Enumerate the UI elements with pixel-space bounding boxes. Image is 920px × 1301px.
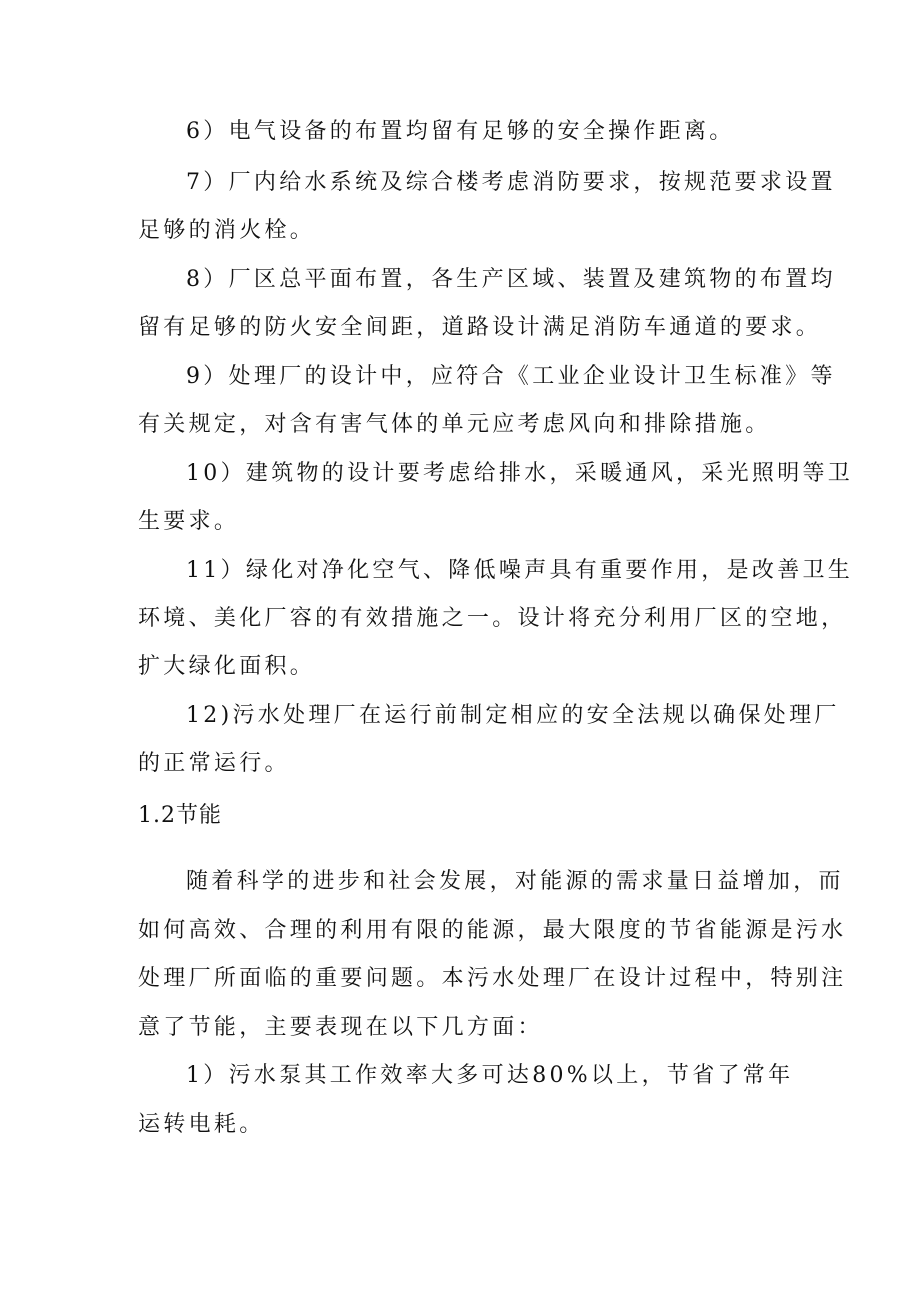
item-11-line-1: 11）绿化对净化空气、降低噪声具有重要作用，是改善卫生 — [186, 558, 854, 583]
item-9-line-2: 有关规定，对含有害气体的单元应考虑风向和排除措施。 — [138, 412, 771, 437]
section-item-1-line-2: 运转电耗。 — [138, 1112, 265, 1137]
item-10-line-1: 10）建筑物的设计要考虑给排水，采暖通风，采光照明等卫 — [186, 461, 854, 486]
item-11-line-2: 环境、美化厂容的有效措施之一。设计将充分利用厂区的空地， — [138, 606, 847, 631]
item-12-line-1: 12)污水处理厂在运行前制定相应的安全法规以确保处理厂 — [186, 703, 840, 728]
item-9-line-1: 9）处理厂的设计中，应符合《工业企业设计卫生标准》等 — [186, 364, 836, 389]
item-7-line-1: 7）厂内给水系统及综合楼考虑消防要求，按规范要求设置 — [186, 170, 836, 195]
item-12-line-2: 的正常运行。 — [138, 751, 290, 776]
section-para-line-2: 如何高效、合理的利用有限的能源，最大限度的节省能源是污水 — [138, 918, 847, 943]
section-para-line-3: 处理厂所面临的重要问题。本污水处理厂在设计过程中，特别注 — [138, 966, 847, 991]
item-10-line-2: 生要求。 — [138, 509, 240, 534]
section-para-line-4: 意了节能，主要表现在以下几方面： — [138, 1015, 543, 1040]
item-8-line-2: 留有足够的防火安全间距，道路设计满足消防车通道的要求。 — [138, 315, 822, 340]
item-6-line-1: 6）电气设备的布置均留有足够的安全操作距离。 — [186, 119, 735, 144]
section-para-line-1: 随着科学的进步和社会发展，对能源的需求量日益增加，而 — [186, 869, 844, 894]
section-heading: 1.2节能 — [138, 803, 222, 828]
item-11-line-3: 扩大绿化面积。 — [138, 654, 316, 679]
item-8-line-1: 8）厂区总平面布置，各生产区域、装置及建筑物的布置均 — [186, 267, 836, 292]
section-item-1-line-1: 1）污水泵其工作效率大多可达80%以上，节省了常年 — [186, 1063, 794, 1088]
item-7-line-2: 足够的消火栓。 — [138, 218, 316, 243]
